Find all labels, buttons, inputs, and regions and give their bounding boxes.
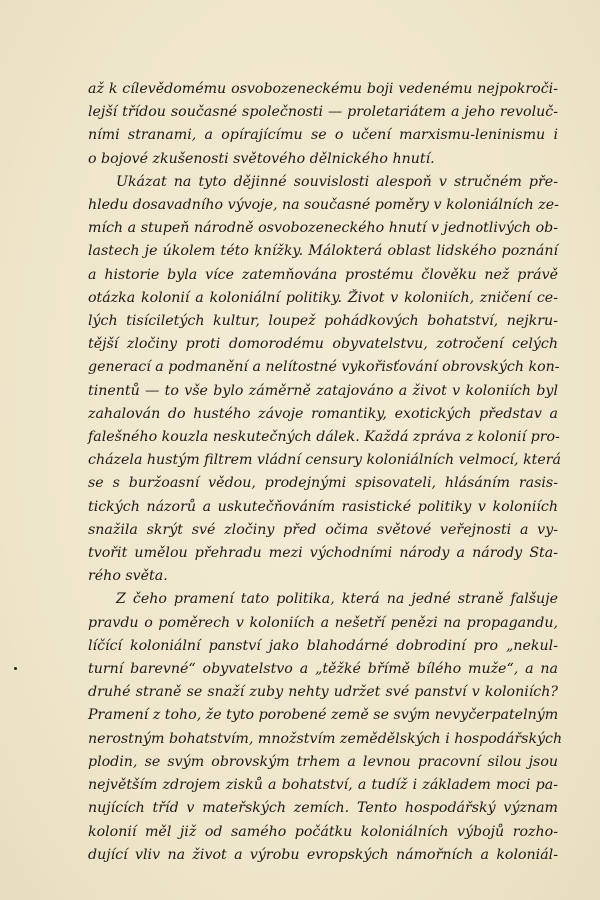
text-line: o bojové zkušenosti světového dělnického hnutí.	[88, 150, 435, 167]
text-line: druhé straně se snaží zuby nehty udržet své panství v koloniích?	[88, 684, 558, 701]
paragraph	[88, 588, 563, 866]
paragraph	[88, 171, 562, 589]
text-line: Pramení z toho, že tyto porobené země se svým nevyčerpatelným	[88, 707, 559, 724]
text-line: tvořit umělou přehradu mezi východními národy a národy Sta-	[88, 545, 558, 562]
text-line: ními stranami, a opírajícímu se o učení marxismu-leninismu i	[88, 127, 558, 144]
text-line: až k cílevědomému osvobozeneckému boji vedenému nejpokroči-	[88, 81, 558, 97]
text-line: cházela hustým filtrem vládní censury koloniálních velmocí, která	[88, 452, 562, 469]
text-line: plodin, se svým obrovským trhem a levnou pracovní silou jsou	[88, 753, 558, 770]
text-line: největším zdrojem zisků a bohatství, a tudíž i základem moci pa-	[88, 777, 558, 794]
text-line: mích a stupeň národně osvobozeneckého hnutí v jednotlivých ob-	[88, 220, 558, 237]
text-line: kolonií měl již od samého počátku koloniálních výbojů rozho-	[88, 823, 558, 840]
text-line: falešného kouzla neskutečných dálek. Každá zpráva z kolonií pro-	[88, 429, 560, 446]
text-line: rého světa.	[88, 568, 168, 585]
text-line: tických názorů a uskutečňováním rasistické politiky v koloniích	[88, 498, 558, 515]
margin-mark	[14, 667, 17, 670]
text-line: tinentů — to vše bylo záměrně zatajováno a život v koloniích byl	[88, 382, 558, 399]
text-line: Z čeho pramení tato politika, která na jedné straně falšuje	[116, 591, 558, 608]
text-line: generací a podmanění a nelítostné vykořisťování obrovských kon-	[88, 359, 560, 376]
body-text	[88, 78, 563, 867]
text-line: hledu dosavadního vývoje, na současné poměry v koloniálních ze-	[88, 197, 559, 214]
text-line: Ukázat na tyto dějinné souvislosti alespoň v stručném pře-	[116, 173, 558, 190]
text-line: se s buržoasní vědou, prodejnými spisovateli, hlásáním rasis-	[88, 475, 558, 492]
text-line: líčící koloniální panství jako blahodárné dobrodiní pro „nekul-	[88, 637, 558, 654]
paragraph	[88, 78, 558, 171]
text-line: a historie byla více zatemňována prostému člověku než právě	[88, 266, 558, 283]
text-line: lejší třídou současné společnosti — proletariátem a jeho revoluč-	[88, 104, 558, 121]
text-line: pravdu o poměrech v koloniích a nešetří penězi na propagandu,	[88, 614, 558, 631]
text-line: lastech je úkolem této knížky. Málokterá oblast lidského poznání	[88, 243, 558, 260]
text-line: tější zločiny proti domorodému obyvatelstvu, zotročení celých	[88, 336, 558, 353]
text-line: turní barevné“ obyvatelstvo a „těžké břímě bílého muže“, a na	[88, 661, 558, 678]
text-line: lých tisíciletých kultur, loupež pohádkových bohatství, nejkru-	[88, 313, 558, 330]
text-line: zahalován do hustého závoje romantiky, exotických představ a	[88, 405, 558, 422]
text-line: nerostným bohatstvím, množstvím zemědělských i hospodářských	[88, 730, 563, 747]
text-line: dující vliv na život a výrobu evropských námořních a koloniál-	[88, 846, 558, 863]
text-line: otázka kolonií a koloniální politiky. Život v koloniích, zničení ce-	[88, 289, 558, 306]
text-line: nujících tříd v mateřských zemích. Tento hospodářský význam	[88, 800, 558, 817]
text-line: snažila skrýt své zločiny před očima světové veřejnosti a vy-	[88, 521, 558, 538]
